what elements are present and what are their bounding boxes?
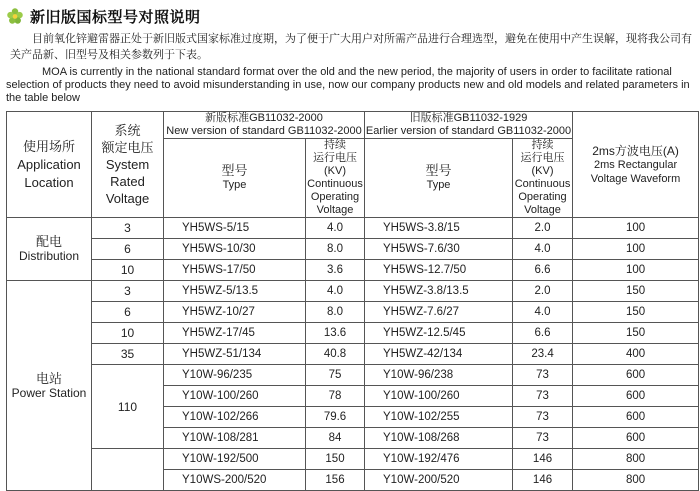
old-type-cell: Y10W-108/268 bbox=[365, 428, 513, 449]
waveform-cell: 600 bbox=[573, 407, 699, 428]
waveform-cell: 600 bbox=[573, 428, 699, 449]
new-voltage-cell: 3.6 bbox=[306, 260, 365, 281]
location-header-en-1: Application bbox=[17, 156, 81, 172]
new-type-cell: Y10W-100/260 bbox=[164, 386, 306, 407]
new-type-cell: YH5WS-5/15 bbox=[164, 218, 306, 239]
new-type-cell: YH5WS-10/30 bbox=[164, 239, 306, 260]
old-standard-en: Earlier version of standard GB11032-2000 bbox=[365, 125, 572, 137]
location-header-cn: 使用场所 bbox=[22, 138, 75, 154]
waveform-cell: 800 bbox=[573, 449, 699, 470]
new-standard-cn: 新版标准GB11032-2000 bbox=[205, 112, 323, 124]
table-row bbox=[7, 344, 699, 365]
old-type-cell: YH5WS-7.6/30 bbox=[365, 239, 513, 260]
table-row bbox=[7, 260, 699, 281]
new-type-cell: YH5WZ-17/45 bbox=[164, 323, 306, 344]
table-row bbox=[7, 218, 699, 239]
new-volt-4: Continuous bbox=[307, 178, 363, 190]
old-voltage-cell: 73 bbox=[513, 428, 573, 449]
old-voltage-cell: 2.0 bbox=[513, 281, 573, 302]
old-volt-1: 持续 bbox=[531, 139, 554, 151]
new-voltage-cell: 150 bbox=[306, 449, 365, 470]
system-voltage-cell: 6 bbox=[92, 302, 164, 323]
new-volt-1: 持续 bbox=[324, 139, 346, 151]
new-volt-3: (KV) bbox=[324, 165, 346, 177]
waveform-header bbox=[573, 112, 699, 218]
location-power-station-cn: 电站 bbox=[35, 370, 62, 386]
system-voltage-header bbox=[92, 112, 164, 218]
old-type-cell: Y10W-200/520 bbox=[365, 470, 513, 491]
waveform-header-cn: 2ms方波电压(A) bbox=[592, 143, 679, 158]
old-voltage-cell: 73 bbox=[513, 386, 573, 407]
intro-english: MOA is currently in the national standard format over the old and the new period, the majority of users in order to facilitate rational selection of products they need to avoid misunderstanding in use, now our company products new and old models and related parameters in the table below bbox=[6, 66, 690, 104]
new-type-cell: Y10WS-200/520 bbox=[164, 470, 306, 491]
system-voltage-cell bbox=[92, 449, 164, 491]
old-volt-3: (KV) bbox=[531, 165, 554, 177]
location-distribution-en: Distribution bbox=[18, 249, 80, 263]
old-type-cell: YH5WS-3.8/15 bbox=[365, 218, 513, 239]
waveform-header-en-1: 2ms Rectangular bbox=[593, 158, 678, 171]
system-header-cn-2: 额定电压 bbox=[101, 140, 154, 155]
system-header-en-3: Voltage bbox=[105, 191, 150, 206]
old-type-cell: YH5WZ-7.6/27 bbox=[365, 302, 513, 323]
page-header bbox=[6, 6, 201, 26]
new-type-en: Type bbox=[222, 179, 247, 191]
waveform-cell: 150 bbox=[573, 323, 699, 344]
new-type-header bbox=[164, 139, 306, 218]
old-type-cell: YH5WS-12.7/50 bbox=[365, 260, 513, 281]
old-voltage-cell: 73 bbox=[513, 407, 573, 428]
location-header bbox=[7, 112, 92, 218]
system-voltage-cell: 3 bbox=[92, 218, 164, 239]
model-comparison-table bbox=[6, 111, 699, 491]
new-voltage-cell: 78 bbox=[306, 386, 365, 407]
new-voltage-cell: 84 bbox=[306, 428, 365, 449]
old-voltage-cell: 146 bbox=[513, 449, 573, 470]
waveform-cell: 600 bbox=[573, 365, 699, 386]
new-voltage-cell: 8.0 bbox=[306, 302, 365, 323]
waveform-cell: 150 bbox=[573, 281, 699, 302]
old-type-cell: YH5WZ-12.5/45 bbox=[365, 323, 513, 344]
old-volt-6: Voltage bbox=[524, 204, 561, 216]
system-voltage-cell: 10 bbox=[92, 323, 164, 344]
location-power-station-en: Power Station bbox=[11, 385, 87, 400]
old-type-cell: Y10W-96/238 bbox=[365, 365, 513, 386]
old-type-cn: 型号 bbox=[425, 163, 452, 178]
table-header-row bbox=[7, 112, 699, 139]
waveform-cell: 100 bbox=[573, 218, 699, 239]
new-standard-en: New version of standard GB11032-2000 bbox=[166, 125, 362, 137]
old-standard-cn: 旧版标准GB11032-1929 bbox=[409, 112, 528, 124]
old-type-cell: Y10W-102/255 bbox=[365, 407, 513, 428]
waveform-header-en-2: Voltage Waveform bbox=[590, 172, 681, 185]
old-type-en: Type bbox=[426, 179, 451, 191]
old-type-cell: YH5WZ-3.8/13.5 bbox=[365, 281, 513, 302]
system-voltage-cell: 6 bbox=[92, 239, 164, 260]
new-volt-2: 运行电压 bbox=[313, 152, 357, 164]
old-voltage-cell: 2.0 bbox=[513, 218, 573, 239]
intro-chinese: 目前氧化锌避雷器正处于新旧版式国家标准过度期，为了便于广大用户对所需产品进行合理选型，避免在使用中产生误解，现将我公司有关产品新、旧型号及相关参数列于下表。 bbox=[10, 33, 692, 61]
table-row bbox=[7, 239, 699, 260]
system-voltage-cell: 3 bbox=[92, 281, 164, 302]
new-type-cell: Y10W-192/500 bbox=[164, 449, 306, 470]
waveform-cell: 100 bbox=[573, 260, 699, 281]
old-volt-5: Operating bbox=[518, 191, 567, 203]
old-volt-4: Continuous bbox=[514, 178, 571, 190]
old-type-header bbox=[365, 139, 513, 218]
new-voltage-cell: 156 bbox=[306, 470, 365, 491]
location-power-station bbox=[7, 281, 92, 491]
old-voltage-cell: 23.4 bbox=[513, 344, 573, 365]
old-volt-2: 运行电压 bbox=[520, 152, 565, 164]
table-row bbox=[7, 281, 699, 302]
old-standard-header bbox=[365, 112, 573, 139]
system-header-cn-1: 系统 bbox=[114, 123, 141, 138]
new-voltage-cell: 13.6 bbox=[306, 323, 365, 344]
new-type-cell: YH5WZ-10/27 bbox=[164, 302, 306, 323]
system-voltage-cell: 10 bbox=[92, 260, 164, 281]
new-type-cell: YH5WZ-51/134 bbox=[164, 344, 306, 365]
old-type-cell: Y10W-192/476 bbox=[365, 449, 513, 470]
table-row bbox=[7, 323, 699, 344]
waveform-cell: 100 bbox=[573, 239, 699, 260]
old-type-cell: YH5WZ-42/134 bbox=[365, 344, 513, 365]
system-voltage-cell: 35 bbox=[92, 344, 164, 365]
new-type-cell: YH5WZ-5/13.5 bbox=[164, 281, 306, 302]
system-header-en-2: Rated bbox=[110, 174, 145, 189]
table-row bbox=[7, 449, 699, 470]
system-header-en-1: System bbox=[105, 157, 150, 172]
page-title: 新旧版国标型号对照说明 bbox=[30, 8, 201, 26]
table-row bbox=[7, 302, 699, 323]
table-row bbox=[7, 365, 699, 386]
old-voltage-cell: 6.6 bbox=[513, 260, 573, 281]
old-voltage-header bbox=[513, 139, 573, 218]
waveform-cell: 150 bbox=[573, 302, 699, 323]
old-voltage-cell: 4.0 bbox=[513, 239, 573, 260]
new-volt-6: Voltage bbox=[316, 204, 354, 216]
flower-icon bbox=[6, 7, 24, 25]
new-type-cell: YH5WS-17/50 bbox=[164, 260, 306, 281]
waveform-cell: 600 bbox=[573, 386, 699, 407]
location-distribution bbox=[7, 218, 92, 281]
new-volt-5: Operating bbox=[310, 191, 360, 203]
new-voltage-header bbox=[306, 139, 365, 218]
waveform-cell: 400 bbox=[573, 344, 699, 365]
old-voltage-cell: 146 bbox=[513, 470, 573, 491]
new-voltage-cell: 40.8 bbox=[306, 344, 365, 365]
new-type-cell: Y10W-96/235 bbox=[164, 365, 306, 386]
new-standard-header bbox=[164, 112, 365, 139]
new-voltage-cell: 4.0 bbox=[306, 218, 365, 239]
new-type-cell: Y10W-102/266 bbox=[164, 407, 306, 428]
new-voltage-cell: 8.0 bbox=[306, 239, 365, 260]
new-voltage-cell: 75 bbox=[306, 365, 365, 386]
old-voltage-cell: 73 bbox=[513, 365, 573, 386]
old-voltage-cell: 4.0 bbox=[513, 302, 573, 323]
new-type-cell: Y10W-108/281 bbox=[164, 428, 306, 449]
waveform-cell: 800 bbox=[573, 470, 699, 491]
system-voltage-cell: 110 bbox=[92, 365, 164, 449]
old-type-cell: Y10W-100/260 bbox=[365, 386, 513, 407]
location-distribution-cn: 配电 bbox=[35, 234, 62, 249]
new-type-cn: 型号 bbox=[221, 163, 248, 178]
new-voltage-cell: 4.0 bbox=[306, 281, 365, 302]
new-voltage-cell: 79.6 bbox=[306, 407, 365, 428]
location-header-en-2: Location bbox=[24, 174, 74, 190]
old-voltage-cell: 6.6 bbox=[513, 323, 573, 344]
